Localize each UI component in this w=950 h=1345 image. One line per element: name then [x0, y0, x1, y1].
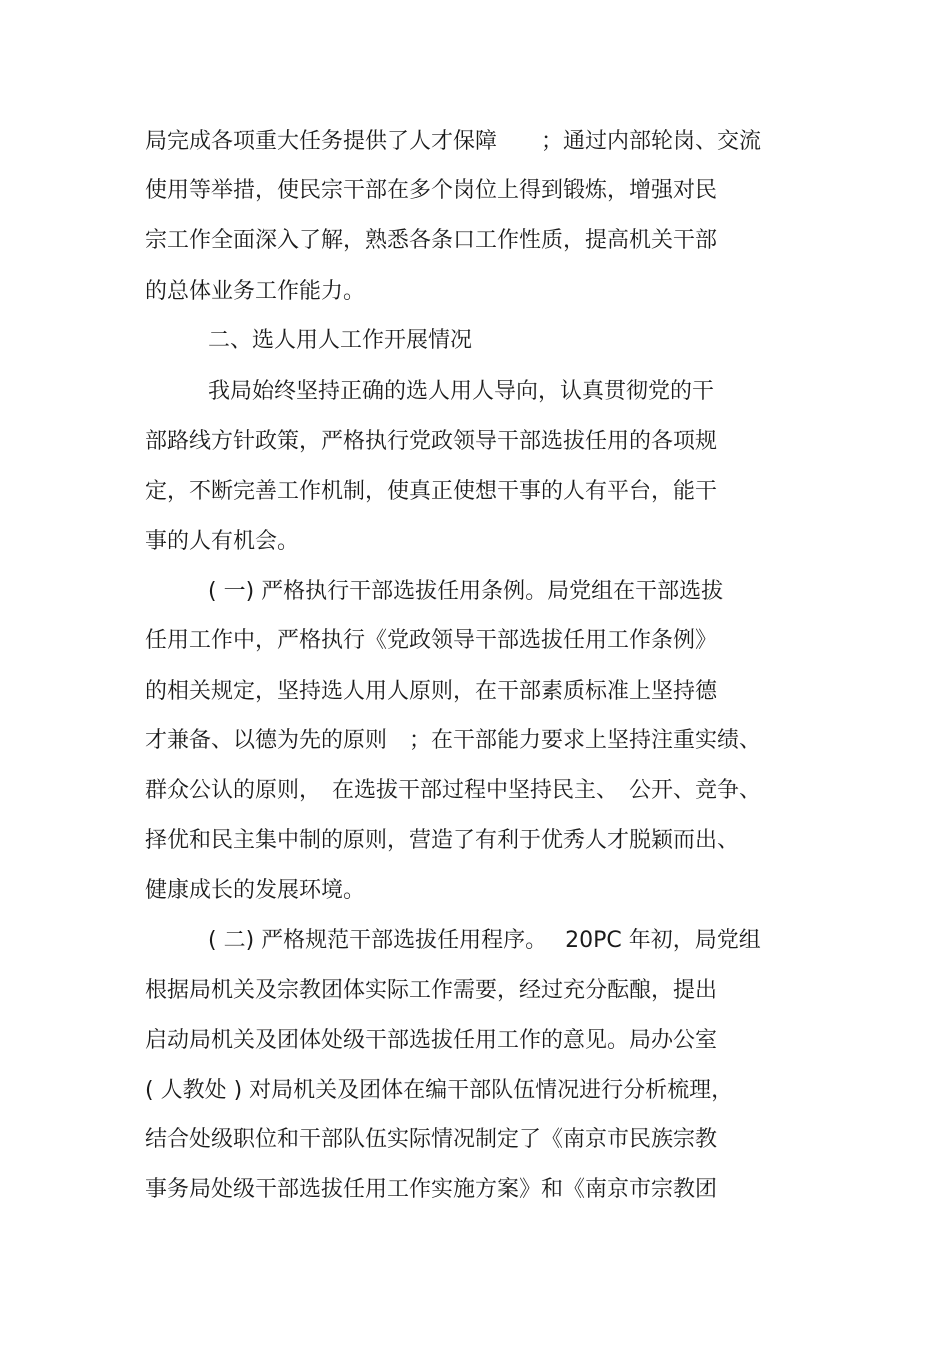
text-line: 根据局机关及宗教团体实际工作需要，经过充分酝酿，提出 [145, 978, 718, 1003]
text-line: 群众公认的原则， 在选拔干部过程中坚持民主、 公开、竞争、 [145, 778, 762, 803]
subsection-line: ( 一) 严格执行干部选拔任用条例。局党组在干部选拔 [208, 579, 724, 604]
text-line: 定，不断完善工作机制，使真正使想干事的人有平台，能干 [145, 479, 718, 504]
subsection-line: ( 二) 严格规范干部选拔任用程序。 20PC 年初，局党组 [208, 928, 761, 953]
text-line: 宗工作全面深入了解，熟悉各条口工作性质，提高机关干部 [145, 228, 718, 253]
text-line: 择优和民主集中制的原则，营造了有利于优秀人才脱颖而出、 [145, 828, 740, 853]
text-line: ( 人教处 ) 对局机关及团体在编干部队伍情况进行分析梳理， [145, 1078, 734, 1103]
text-line: 的相关规定，坚持选人用人原则，在干部素质标准上坚持德 [145, 679, 718, 704]
text-line: 使用等举措，使民宗干部在多个岗位上得到锻炼，增强对民 [145, 178, 718, 203]
section-heading: 二、选人用人工作开展情况 [208, 328, 473, 353]
text-line: 局完成各项重大任务提供了人才保障 ；通过内部轮岗、交流 [145, 129, 762, 154]
text-line: 事的人有机会。 [145, 529, 300, 554]
text-line: 任用工作中，严格执行《党政领导干部选拔任用工作条例》 [145, 628, 718, 653]
text-line: 才兼备、以德为先的原则 ；在干部能力要求上坚持注重实绩、 [145, 728, 762, 753]
text-line: 的总体业务工作能力。 [145, 279, 366, 304]
text-line: 部路线方针政策，严格执行党政领导干部选拔任用的各项规 [145, 429, 718, 454]
text-line: 我局始终坚持正确的选人用人导向，认真贯彻党的干 [208, 379, 715, 404]
text-line: 事务局处级干部选拔任用工作实施方案》和《南京市宗教团 [145, 1177, 718, 1202]
text-line: 启动局机关及团体处级干部选拔任用工作的意见。局办公室 [145, 1028, 718, 1053]
text-line: 结合处级职位和干部队伍实际情况制定了《南京市民族宗教 [145, 1127, 718, 1152]
text-line: 健康成长的发展环境。 [145, 878, 366, 903]
